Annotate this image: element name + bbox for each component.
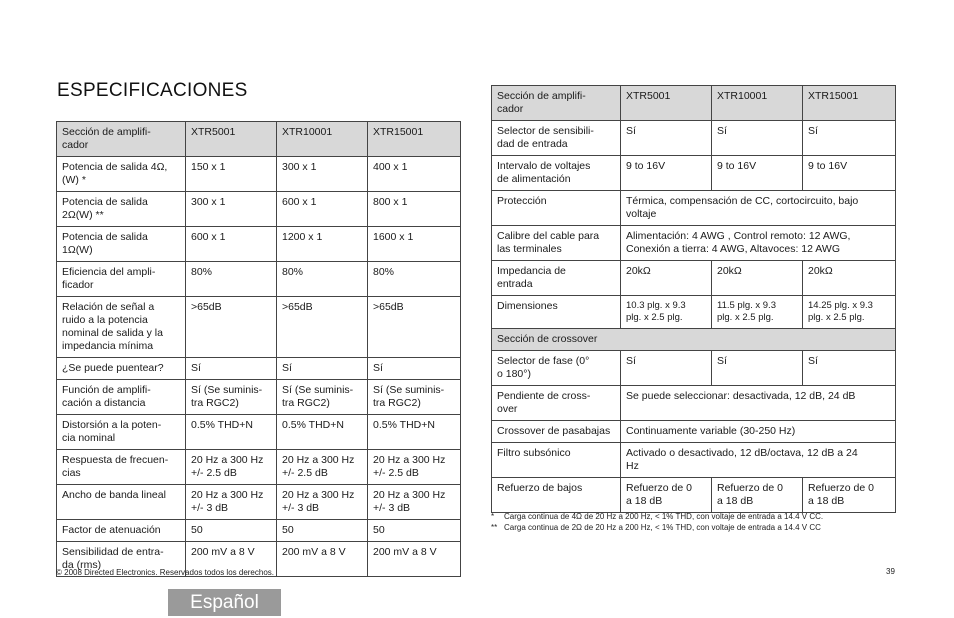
table-row xyxy=(57,262,461,297)
table-cell: >65dB xyxy=(277,297,368,358)
table-row xyxy=(492,351,896,386)
table-cell: 50 xyxy=(368,520,461,542)
table-row xyxy=(57,358,461,380)
page-number: 39 xyxy=(886,567,895,576)
section-header-row xyxy=(492,329,896,351)
table-cell: Sí xyxy=(368,358,461,380)
table-cell: 50 xyxy=(186,520,277,542)
table-cell: 20kΩ xyxy=(803,261,896,296)
table-cell: Sí xyxy=(621,351,712,386)
language-tab: Español xyxy=(168,589,281,616)
table-row xyxy=(492,296,896,329)
row-label: Pendiente de cross- over xyxy=(492,386,621,421)
row-label: Respuesta de frecuen- cias xyxy=(57,450,186,485)
table-row xyxy=(57,380,461,415)
table-row xyxy=(492,226,896,261)
row-label: Filtro subsónico xyxy=(492,443,621,478)
footnote xyxy=(491,522,823,533)
table-cell: 20 Hz a 300 Hz +/- 3 dB xyxy=(368,485,461,520)
table-cell: 1200 x 1 xyxy=(277,227,368,262)
row-label: Calibre del cable para las terminales xyxy=(492,226,621,261)
table-cell: 9 to 16V xyxy=(712,156,803,191)
table-cell: 80% xyxy=(368,262,461,297)
table-cell: 300 x 1 xyxy=(186,192,277,227)
table-cell: 9 to 16V xyxy=(803,156,896,191)
table-row xyxy=(57,485,461,520)
row-label: Dimensiones xyxy=(492,296,621,329)
table-cell: Refuerzo de 0 a 18 dB xyxy=(803,478,896,513)
table-row xyxy=(57,227,461,262)
table-row xyxy=(492,261,896,296)
table-cell: 0.5% THD+N xyxy=(368,415,461,450)
table-cell: Refuerzo de 0 a 18 dB xyxy=(712,478,803,513)
table-cell: Sí (Se suminis- tra RGC2) xyxy=(186,380,277,415)
table-cell: 1600 x 1 xyxy=(368,227,461,262)
table-cell: Sí xyxy=(712,121,803,156)
table-cell: >65dB xyxy=(368,297,461,358)
row-label: Potencia de salida 4Ω, (W) * xyxy=(57,157,186,192)
table-cell: 150 x 1 xyxy=(186,157,277,192)
table-row xyxy=(492,478,896,513)
table-cell: >65dB xyxy=(186,297,277,358)
column-header: XTR5001 xyxy=(186,122,277,157)
table-cell: 0.5% THD+N xyxy=(186,415,277,450)
page-title: ESPECIFICACIONES xyxy=(57,80,248,101)
footnote xyxy=(491,511,823,522)
table-cell: Activado o desactivado, 12 dB/octava, 12 dB a 24 Hz xyxy=(621,443,896,478)
footnote-mark: * xyxy=(491,512,495,521)
table-row xyxy=(492,121,896,156)
table-cell: Alimentación: 4 AWG , Control remoto: 12 AWG, Conexión a tierra: 4 AWG, Altavoces: 12 AWG xyxy=(621,226,896,261)
row-label: Protección xyxy=(492,191,621,226)
table-row xyxy=(57,520,461,542)
table-cell: 600 x 1 xyxy=(277,192,368,227)
row-label: ¿Se puede puentear? xyxy=(57,358,186,380)
row-label: Intervalo de voltajes de alimentación xyxy=(492,156,621,191)
table-cell: 300 x 1 xyxy=(277,157,368,192)
table-cell: Térmica, compensación de CC, cortocircuito, bajo voltaje xyxy=(621,191,896,226)
column-header: XTR10001 xyxy=(277,122,368,157)
table-row xyxy=(57,192,461,227)
table-cell: 20 Hz a 300 Hz +/- 3 dB xyxy=(277,485,368,520)
table-row xyxy=(492,191,896,226)
table-cell: 20kΩ xyxy=(712,261,803,296)
table-row xyxy=(492,156,896,191)
table-cell: 800 x 1 xyxy=(368,192,461,227)
table-row xyxy=(57,157,461,192)
copyright-notice: © 2008 Directed Electronics. Reservados todos los derechos. xyxy=(56,568,275,577)
row-label: Selector de fase (0° o 180°) xyxy=(492,351,621,386)
table-cell: 20 Hz a 300 Hz +/- 2.5 dB xyxy=(368,450,461,485)
table-cell: 20kΩ xyxy=(621,261,712,296)
table-cell: 20 Hz a 300 Hz +/- 3 dB xyxy=(186,485,277,520)
table-cell: Refuerzo de 0 a 18 dB xyxy=(621,478,712,513)
amplifier-spec-table xyxy=(56,121,461,577)
footnotes xyxy=(491,511,823,533)
footnote-mark: ** xyxy=(491,523,498,532)
column-header: Sección de amplifi- cador xyxy=(492,86,621,121)
column-header: XTR10001 xyxy=(712,86,803,121)
table-header-row xyxy=(492,86,896,121)
table-row xyxy=(57,297,461,358)
table-row xyxy=(57,415,461,450)
table-cell: Sí xyxy=(186,358,277,380)
table-cell: 14.25 plg. x 9.3 plg. x 2.5 plg. xyxy=(803,296,896,329)
row-label: Ancho de banda lineal xyxy=(57,485,186,520)
column-header: XTR15001 xyxy=(368,122,461,157)
column-header: XTR5001 xyxy=(621,86,712,121)
footnote-text: Carga continua de 4Ω de 20 Hz a 200 Hz, < 1% THD, con voltaje de entrada a 14.4 V CC. xyxy=(504,512,824,521)
amplifier-spec-table-continued xyxy=(491,85,896,513)
table-cell: Continuamente variable (30-250 Hz) xyxy=(621,421,896,443)
table-cell: 200 mV a 8 V xyxy=(186,542,277,577)
row-label: Sensibilidad de entra- da (rms) xyxy=(57,542,186,577)
table-cell: 11.5 plg. x 9.3 plg. x 2.5 plg. xyxy=(712,296,803,329)
table-cell: 20 Hz a 300 Hz +/- 2.5 dB xyxy=(277,450,368,485)
table-cell: 10.3 plg. x 9.3 plg. x 2.5 plg. xyxy=(621,296,712,329)
table-cell: 0.5% THD+N xyxy=(277,415,368,450)
table-cell: Sí (Se suminis- tra RGC2) xyxy=(368,380,461,415)
table-header-row xyxy=(57,122,461,157)
table-cell: 20 Hz a 300 Hz +/- 2.5 dB xyxy=(186,450,277,485)
table-cell: 9 to 16V xyxy=(621,156,712,191)
table-cell: Sí xyxy=(277,358,368,380)
column-header: XTR15001 xyxy=(803,86,896,121)
table-cell: 80% xyxy=(277,262,368,297)
row-label: Selector de sensibili- dad de entrada xyxy=(492,121,621,156)
footnote-text: Carga continua de 2Ω de 20 Hz a 200 Hz, < 1% THD, con voltaje de entrada a 14.4 V CC xyxy=(504,523,821,532)
table-row xyxy=(492,443,896,478)
table-cell: 50 xyxy=(277,520,368,542)
row-label: Distorsión a la poten- cia nominal xyxy=(57,415,186,450)
row-label: Crossover de pasabajas xyxy=(492,421,621,443)
table-cell: 600 x 1 xyxy=(186,227,277,262)
table-cell: Se puede seleccionar: desactivada, 12 dB, 24 dB xyxy=(621,386,896,421)
column-header: Sección de amplifi- cador xyxy=(57,122,186,157)
table-cell: 200 mV a 8 V xyxy=(277,542,368,577)
row-label: Relación de señal a ruido a la potencia nominal de salida y la impedancia mínima xyxy=(57,297,186,358)
section-title: Sección de crossover xyxy=(492,329,896,351)
row-label: Potencia de salida 2Ω(W) ** xyxy=(57,192,186,227)
table-cell: Sí xyxy=(803,121,896,156)
table-row xyxy=(492,386,896,421)
table-cell: 400 x 1 xyxy=(368,157,461,192)
row-label: Refuerzo de bajos xyxy=(492,478,621,513)
row-label: Impedancia de entrada xyxy=(492,261,621,296)
row-label: Potencia de salida 1Ω(W) xyxy=(57,227,186,262)
table-cell: Sí xyxy=(621,121,712,156)
table-cell: Sí (Se suminis- tra RGC2) xyxy=(277,380,368,415)
row-label: Función de amplifi- cación a distancia xyxy=(57,380,186,415)
row-label: Eficiencia del ampli- ficador xyxy=(57,262,186,297)
table-cell: 80% xyxy=(186,262,277,297)
table-cell: Sí xyxy=(712,351,803,386)
table-row xyxy=(57,450,461,485)
row-label: Factor de atenuación xyxy=(57,520,186,542)
table-row xyxy=(492,421,896,443)
table-cell: Sí xyxy=(803,351,896,386)
table-cell: 200 mV a 8 V xyxy=(368,542,461,577)
